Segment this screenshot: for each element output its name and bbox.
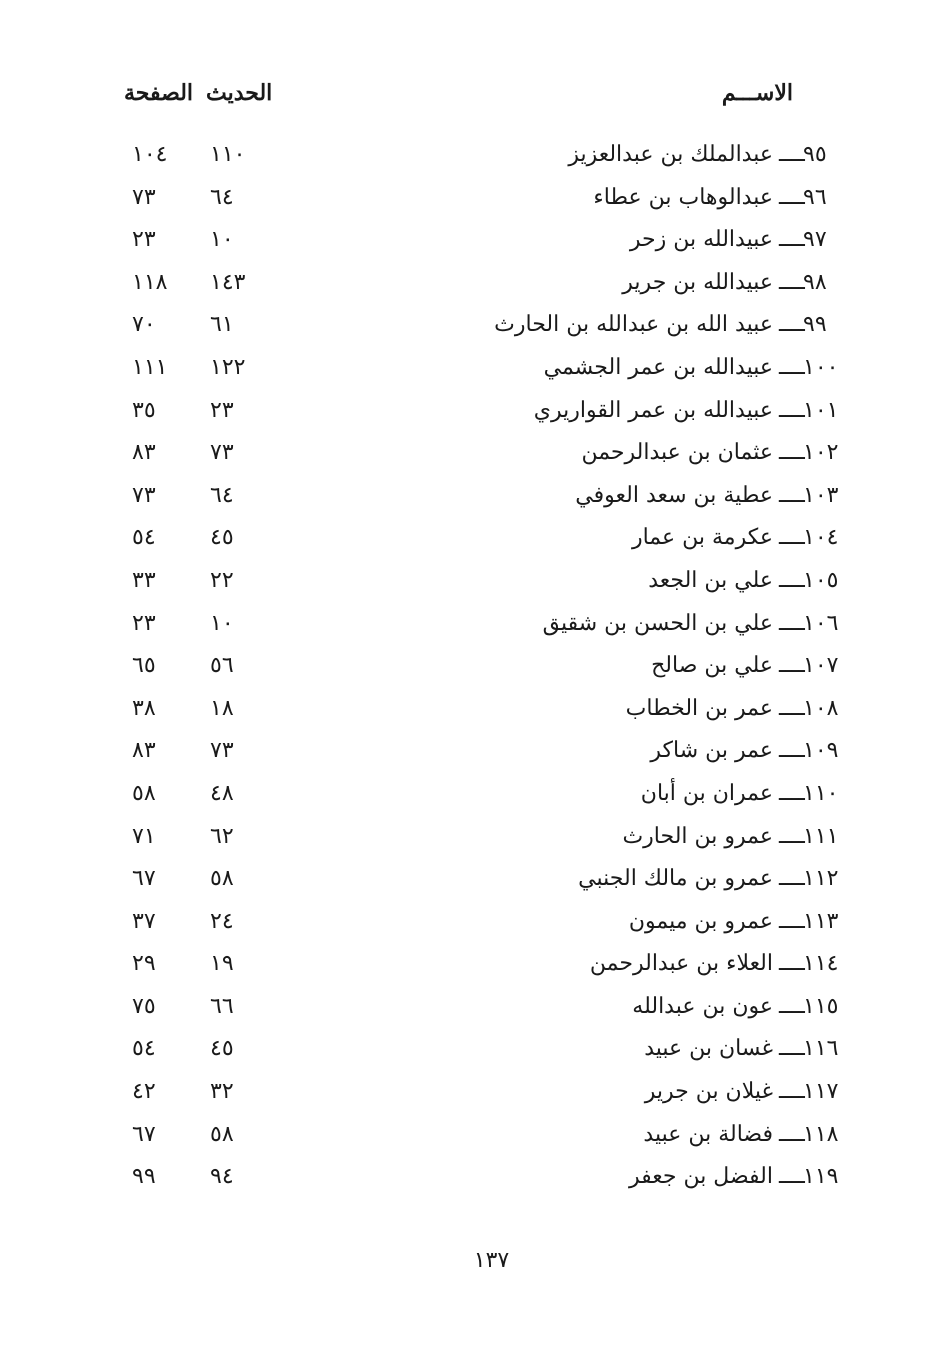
list-item bbox=[0, 645, 943, 688]
entry-number: ١٠٦ bbox=[803, 610, 839, 636]
entry-number: ٩٧ bbox=[803, 227, 827, 253]
list-item bbox=[0, 390, 943, 433]
entry-page-number: ١١٨ bbox=[132, 269, 168, 295]
entry-number: ١١٣ bbox=[803, 908, 839, 934]
entry-name: العلاء بن عبدالرحمن bbox=[589, 951, 773, 977]
entry-dash: ــــ bbox=[779, 1036, 805, 1062]
entry-name: علي بن صالح bbox=[651, 653, 773, 679]
list-item bbox=[0, 986, 943, 1029]
entry-number: ١٠٠ bbox=[803, 354, 839, 380]
entry-hadith-number: ١٨ bbox=[210, 695, 234, 721]
list-item bbox=[0, 475, 943, 518]
list-item bbox=[0, 901, 943, 944]
name-column-heading: الاســـم bbox=[721, 80, 793, 106]
entry-page-number: ٤٢ bbox=[132, 1079, 156, 1105]
entry-number: ١٠٥ bbox=[803, 567, 839, 593]
entry-page-number: ٥٨ bbox=[132, 780, 156, 806]
entry-number: ١١١ bbox=[803, 823, 839, 849]
entry-name: عبيدالله بن زحر bbox=[629, 227, 773, 253]
entry-dash: ــــ bbox=[779, 1121, 805, 1147]
entry-name: عمرو بن ميمون bbox=[628, 908, 773, 934]
entry-hadith-number: ١٠ bbox=[210, 610, 234, 636]
entry-dash: ــــ bbox=[779, 780, 805, 806]
entry-number: ١١٤ bbox=[803, 951, 839, 977]
entry-page-number: ٦٥ bbox=[132, 653, 156, 679]
page-column-heading: الصفحة bbox=[124, 80, 194, 106]
list-item bbox=[0, 858, 943, 901]
entry-number: ٩٩ bbox=[803, 312, 827, 338]
entry-number: ١١٠ bbox=[803, 780, 839, 806]
list-item bbox=[0, 773, 943, 816]
entry-page-number: ٧٥ bbox=[132, 993, 156, 1019]
entry-dash: ــــ bbox=[779, 823, 805, 849]
entry-number: ١١٥ bbox=[803, 993, 839, 1019]
list-item bbox=[0, 432, 943, 475]
entry-hadith-number: ٦٢ bbox=[210, 823, 234, 849]
entry-hadith-number: ٤٥ bbox=[210, 1036, 234, 1062]
entry-name: عمرو بن مالك الجنبي bbox=[578, 866, 773, 892]
entry-hadith-number: ٦٦ bbox=[210, 993, 234, 1019]
entry-name: غيلان بن جرير bbox=[644, 1079, 773, 1105]
entry-hadith-number: ٢٤ bbox=[210, 908, 234, 934]
entry-page-number: ٩٩ bbox=[132, 1164, 156, 1190]
entry-hadith-number: ٥٨ bbox=[210, 866, 234, 892]
entry-number: ١٠٩ bbox=[803, 738, 839, 764]
entry-page-number: ٢٩ bbox=[132, 951, 156, 977]
entry-number: ١٠٣ bbox=[803, 482, 839, 508]
entry-dash: ــــ bbox=[779, 866, 805, 892]
entry-dash: ــــ bbox=[779, 1164, 805, 1190]
entry-page-number: ١٠٤ bbox=[132, 142, 168, 167]
entry-page-number: ٨٣ bbox=[132, 738, 156, 764]
entry-hadith-number: ٥٦ bbox=[210, 653, 234, 679]
entry-name: عثمان بن عبدالرحمن bbox=[581, 440, 773, 466]
list-item bbox=[0, 262, 943, 305]
entry-hadith-number: ١٢٢ bbox=[210, 354, 246, 380]
entry-hadith-number: ١٠ bbox=[210, 227, 234, 253]
entry-page-number: ٧٣ bbox=[132, 482, 156, 508]
entry-number: ١١٦ bbox=[803, 1036, 839, 1062]
entry-dash: ــــ bbox=[779, 184, 805, 210]
entry-page-number: ٨٣ bbox=[132, 440, 156, 466]
entry-hadith-number: ١٩ bbox=[210, 951, 234, 977]
entry-page-number: ٢٣ bbox=[132, 227, 156, 253]
list-item bbox=[0, 560, 943, 603]
list-item bbox=[0, 730, 943, 773]
entry-dash: ــــ bbox=[779, 695, 805, 721]
entry-dash: ــــ bbox=[779, 610, 805, 636]
entry-hadith-number: ٧٣ bbox=[210, 738, 234, 764]
entry-number: ١٠٢ bbox=[803, 440, 839, 466]
list-item bbox=[0, 517, 943, 560]
entry-name: عطية بن سعد العوفي bbox=[575, 482, 773, 508]
entry-hadith-number: ٣٢ bbox=[210, 1079, 234, 1105]
entry-hadith-number: ٩٤ bbox=[210, 1164, 234, 1190]
entry-page-number: ٥٤ bbox=[132, 525, 156, 551]
entry-name: عبيدالله بن عمر القواريري bbox=[533, 397, 773, 423]
entry-dash: ــــ bbox=[779, 440, 805, 466]
list-item bbox=[0, 134, 943, 177]
entry-name: فضالة بن عبيد bbox=[643, 1121, 773, 1147]
entry-dash: ــــ bbox=[779, 482, 805, 508]
entry-page-number: ٣٣ bbox=[132, 567, 156, 593]
column-header bbox=[0, 80, 943, 116]
entry-hadith-number: ٦٤ bbox=[210, 184, 234, 210]
index-list bbox=[0, 134, 943, 1199]
list-item bbox=[0, 347, 943, 390]
entry-name: علي بن الجعد bbox=[648, 567, 773, 593]
entry-dash: ــــ bbox=[779, 525, 805, 551]
entry-page-number: ٥٤ bbox=[132, 1036, 156, 1062]
entry-name: علي بن الحسن بن شقيق bbox=[542, 610, 773, 636]
entry-page-number: ٢٣ bbox=[132, 610, 156, 636]
list-item bbox=[0, 603, 943, 646]
page-number: ١٣٧ bbox=[473, 1248, 510, 1273]
entry-page-number: ٣٧ bbox=[132, 908, 156, 934]
entry-number: ١٠١ bbox=[803, 397, 839, 423]
entry-number: ١٠٤ bbox=[803, 525, 839, 551]
list-item bbox=[0, 1071, 943, 1114]
entry-hadith-number: ٢٣ bbox=[210, 397, 234, 423]
entry-name: عبدالملك بن عبدالعزيز bbox=[568, 142, 773, 167]
entry-number: ٩٨ bbox=[803, 269, 827, 295]
entry-hadith-number: ٦١ bbox=[210, 312, 234, 338]
list-item bbox=[0, 177, 943, 220]
entry-hadith-number: ١١٠ bbox=[210, 142, 246, 167]
entry-dash: ــــ bbox=[779, 951, 805, 977]
entry-number: ٩٦ bbox=[803, 184, 827, 210]
entry-name: عمران بن أبان bbox=[640, 780, 773, 806]
entry-hadith-number: ٢٢ bbox=[210, 567, 234, 593]
entry-dash: ــــ bbox=[779, 142, 805, 167]
entry-name: عكرمة بن عمار bbox=[631, 525, 773, 551]
list-item bbox=[0, 943, 943, 986]
entry-dash: ــــ bbox=[779, 653, 805, 679]
entry-number: ١١٢ bbox=[803, 866, 839, 892]
entry-hadith-number: ٧٣ bbox=[210, 440, 234, 466]
list-item bbox=[0, 304, 943, 347]
entry-hadith-number: ١٤٣ bbox=[210, 269, 246, 295]
entry-dash: ــــ bbox=[779, 1079, 805, 1105]
entry-name: الفضل بن جعفر bbox=[628, 1164, 773, 1190]
entry-page-number: ٧١ bbox=[132, 823, 156, 849]
list-item bbox=[0, 219, 943, 262]
entry-hadith-number: ٦٤ bbox=[210, 482, 234, 508]
entry-page-number: ٧٣ bbox=[132, 184, 156, 210]
entry-dash: ــــ bbox=[779, 908, 805, 934]
list-item bbox=[0, 688, 943, 731]
entry-number: ٩٥ bbox=[803, 142, 827, 167]
entry-dash: ــــ bbox=[779, 354, 805, 380]
entry-page-number: ٧٠ bbox=[132, 312, 156, 338]
entry-dash: ــــ bbox=[779, 269, 805, 295]
entry-number: ١١٧ bbox=[803, 1079, 839, 1105]
entry-name: عبدالوهاب بن عطاء bbox=[593, 184, 773, 210]
entry-number: ١١٨ bbox=[803, 1121, 839, 1147]
entry-dash: ــــ bbox=[779, 738, 805, 764]
list-item bbox=[0, 816, 943, 859]
list-item bbox=[0, 1156, 943, 1199]
entry-name: عمر بن شاكر bbox=[650, 738, 773, 764]
entry-dash: ــــ bbox=[779, 312, 805, 338]
entry-hadith-number: ٤٥ bbox=[210, 525, 234, 551]
entry-name: غسان بن عبيد bbox=[644, 1036, 773, 1062]
entry-name: عون بن عبدالله bbox=[632, 993, 773, 1019]
page-footer bbox=[0, 1248, 943, 1273]
entry-page-number: ٣٨ bbox=[132, 695, 156, 721]
entry-dash: ــــ bbox=[779, 567, 805, 593]
entry-number: ١٠٨ bbox=[803, 695, 839, 721]
entry-name: عبيدالله بن جرير bbox=[622, 269, 773, 295]
entry-name: عبيد الله بن عبدالله بن الحارث bbox=[494, 312, 773, 338]
entry-hadith-number: ٤٨ bbox=[210, 780, 234, 806]
list-item bbox=[0, 1114, 943, 1157]
entry-page-number: ٦٧ bbox=[132, 866, 156, 892]
entry-number: ١١٩ bbox=[803, 1164, 839, 1190]
entry-page-number: ٣٥ bbox=[132, 397, 156, 423]
entry-dash: ــــ bbox=[779, 227, 805, 253]
list-item bbox=[0, 1028, 943, 1071]
entry-name: عبيدالله بن عمر الجشمي bbox=[543, 354, 773, 380]
entry-name: عمرو بن الحارث bbox=[622, 823, 773, 849]
entry-page-number: ٦٧ bbox=[132, 1121, 156, 1147]
entry-hadith-number: ٥٨ bbox=[210, 1121, 234, 1147]
entry-dash: ــــ bbox=[779, 993, 805, 1019]
hadith-column-heading: الحديث bbox=[206, 80, 273, 106]
entry-name: عمر بن الخطاب bbox=[625, 695, 773, 721]
entry-dash: ــــ bbox=[779, 397, 805, 423]
entry-page-number: ١١١ bbox=[132, 354, 168, 380]
entry-number: ١٠٧ bbox=[803, 653, 839, 679]
